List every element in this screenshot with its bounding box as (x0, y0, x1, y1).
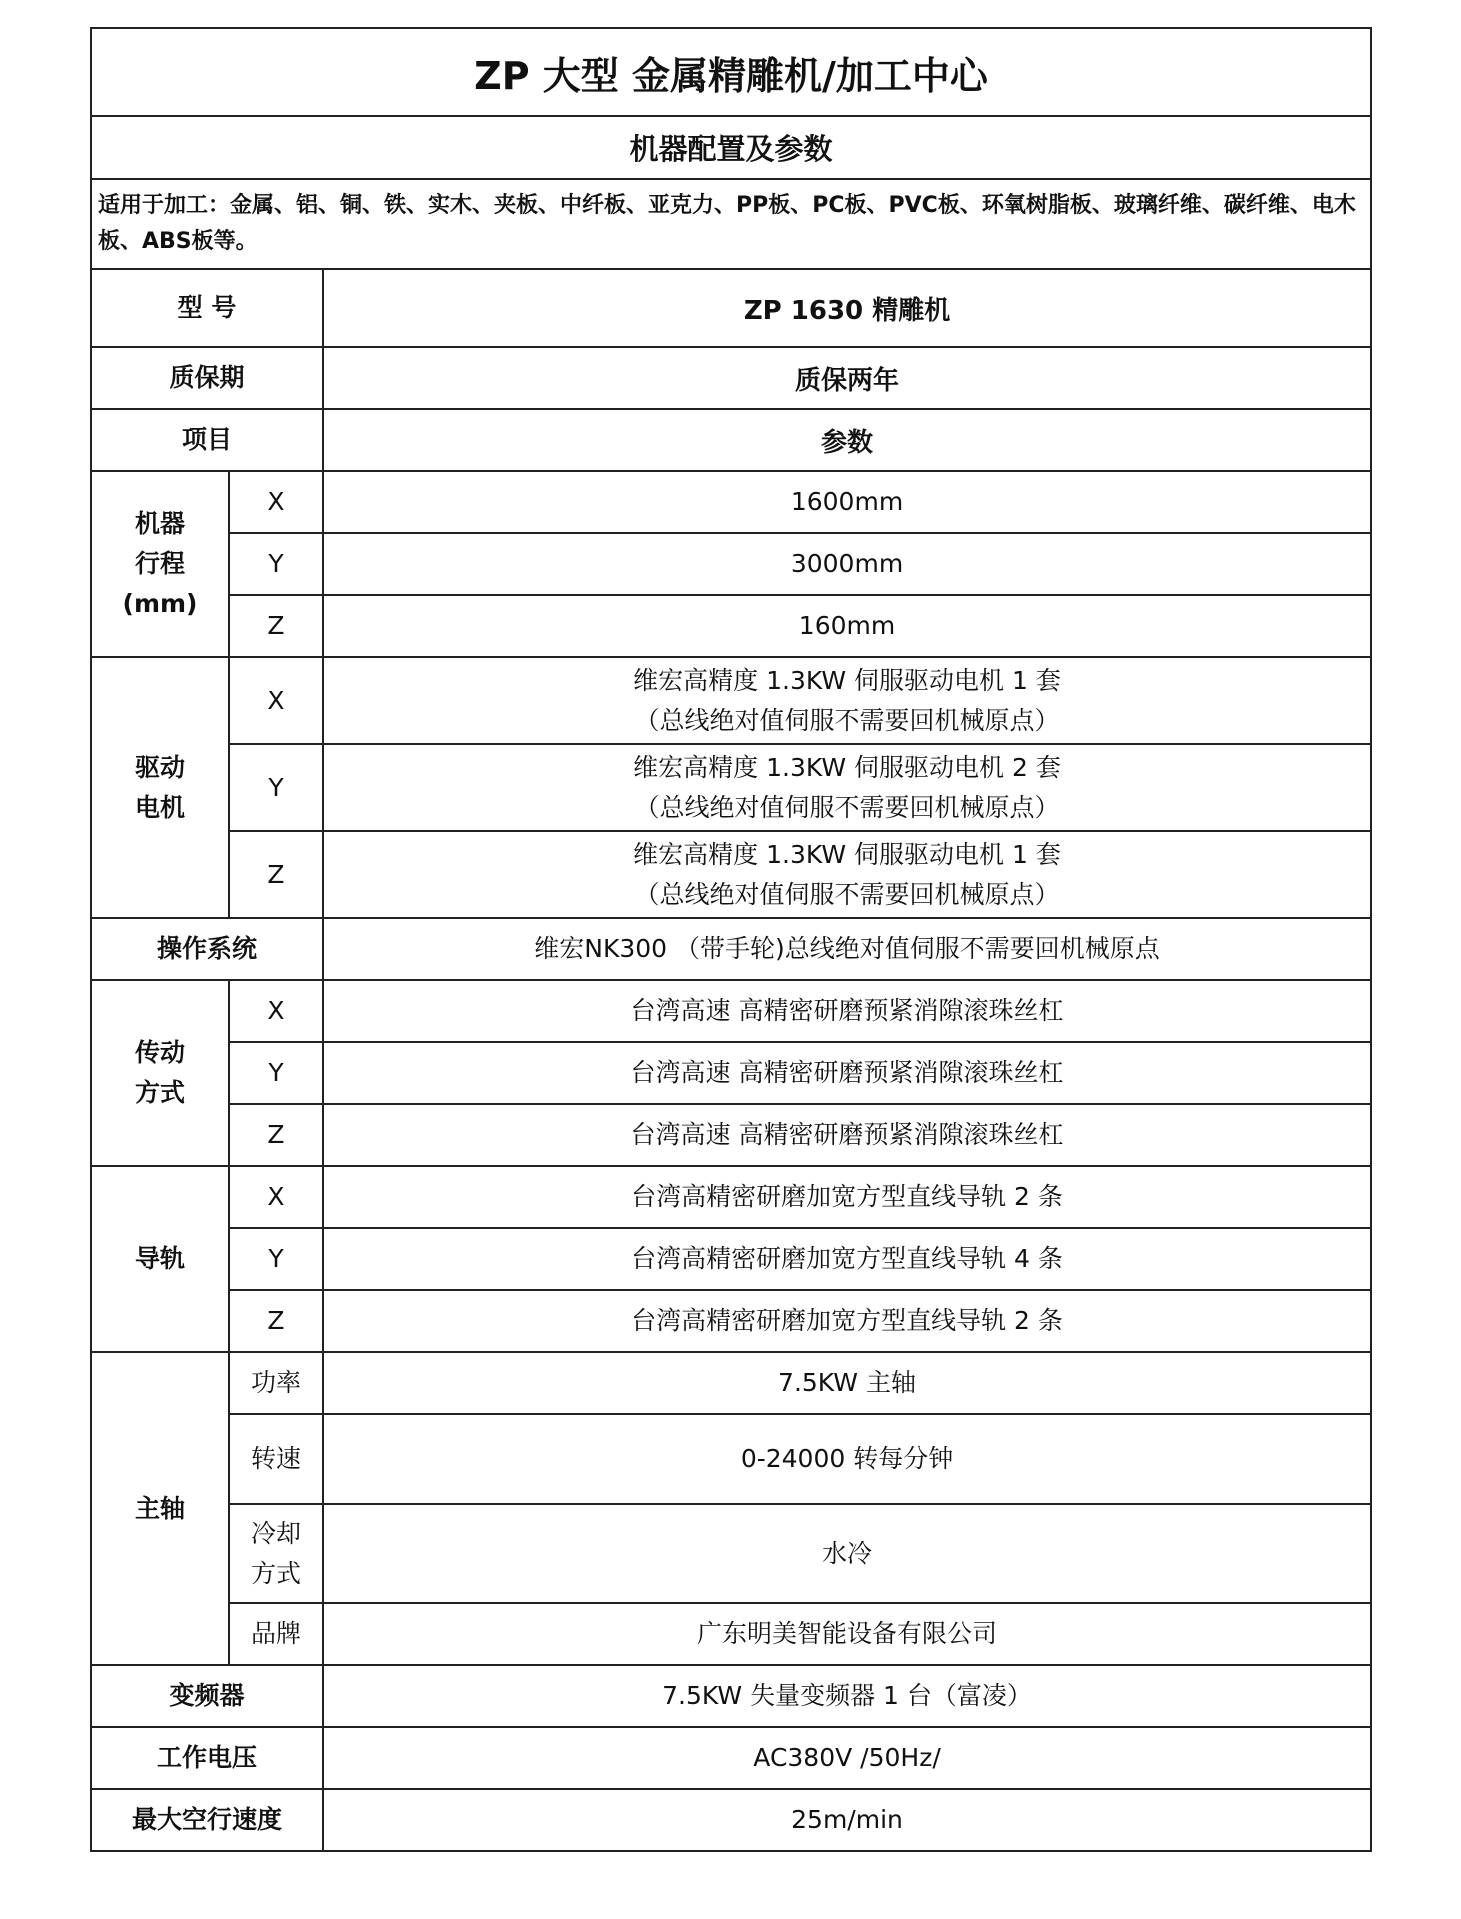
axis-label: Z (229, 595, 323, 657)
motor-label: 驱动 电机 (91, 657, 229, 918)
max-speed-label: 最大空行速度 (91, 1789, 323, 1851)
spindle-row-power (91, 1352, 1371, 1414)
voltage-value: AC380V /50Hz/ (323, 1727, 1371, 1789)
axis-label: X (229, 471, 323, 533)
warranty-value: 质保两年 (323, 347, 1371, 409)
travel-value: 3000mm (323, 533, 1371, 595)
spindle-row-brand (91, 1603, 1371, 1665)
motor-row-x (91, 657, 1371, 744)
travel-label: 机器 行程 (mm) (91, 471, 229, 657)
guide-row-z (91, 1290, 1371, 1352)
inverter-value: 7.5KW 失量变频器 1 台（富凌） (323, 1665, 1371, 1727)
spindle-power-value: 7.5KW 主轴 (323, 1352, 1371, 1414)
transmission-row-z (91, 1104, 1371, 1166)
warranty-row (91, 347, 1371, 409)
page-title: ZP 大型 金属精雕机/加工中心 (91, 28, 1371, 116)
spec-sheet (90, 27, 1370, 1852)
guide-value: 台湾高精密研磨加宽方型直线导轨 4 条 (323, 1228, 1371, 1290)
transmission-label: 传动 方式 (91, 980, 229, 1166)
axis-label: Y (229, 1042, 323, 1104)
spindle-brand-label: 品牌 (229, 1603, 323, 1665)
header-row (91, 409, 1371, 471)
voltage-row (91, 1727, 1371, 1789)
applicable-row (91, 179, 1371, 269)
travel-row-x (91, 471, 1371, 533)
os-value: 维宏NK300 （带手轮)总线绝对值伺服不需要回机械原点 (323, 918, 1371, 980)
transmission-value: 台湾高速 高精密研磨预紧消隙滚珠丝杠 (323, 1042, 1371, 1104)
axis-label: X (229, 657, 323, 744)
axis-label: Y (229, 744, 323, 831)
spindle-cooling-value: 水冷 (323, 1504, 1371, 1603)
axis-label: X (229, 1166, 323, 1228)
axis-label: Z (229, 1290, 323, 1352)
transmission-row-x (91, 980, 1371, 1042)
os-label: 操作系统 (91, 918, 323, 980)
spindle-speed-value: 0-24000 转每分钟 (323, 1414, 1371, 1504)
applicable-materials: 适用于加工：金属、铝、铜、铁、实木、夹板、中纤板、亚克力、PP板、PC板、PVC板、环氧树脂板、玻璃纤维、碳纤维、电木板、ABS板等。 (91, 179, 1371, 269)
motor-row-y (91, 744, 1371, 831)
spindle-row-speed (91, 1414, 1371, 1504)
item-header: 项目 (91, 409, 323, 471)
transmission-row-y (91, 1042, 1371, 1104)
model-row (91, 269, 1371, 347)
inverter-label: 变频器 (91, 1665, 323, 1727)
axis-label: Z (229, 831, 323, 918)
section-title: 机器配置及参数 (91, 116, 1371, 179)
axis-label: Y (229, 533, 323, 595)
voltage-label: 工作电压 (91, 1727, 323, 1789)
spec-table (90, 27, 1372, 1852)
spindle-label: 主轴 (91, 1352, 229, 1665)
guide-row-y (91, 1228, 1371, 1290)
transmission-value: 台湾高速 高精密研磨预紧消隙滚珠丝杠 (323, 1104, 1371, 1166)
spindle-power-label: 功率 (229, 1352, 323, 1414)
motor-value: 维宏高精度 1.3KW 伺服驱动电机 2 套 （总线绝对值伺服不需要回机械原点） (323, 744, 1371, 831)
motor-value: 维宏高精度 1.3KW 伺服驱动电机 1 套 （总线绝对值伺服不需要回机械原点） (323, 657, 1371, 744)
travel-row-z (91, 595, 1371, 657)
param-header: 参数 (323, 409, 1371, 471)
axis-label: X (229, 980, 323, 1042)
spindle-cooling-label: 冷却 方式 (229, 1504, 323, 1603)
os-row (91, 918, 1371, 980)
spindle-speed-label: 转速 (229, 1414, 323, 1504)
spindle-brand-value: 广东明美智能设备有限公司 (323, 1603, 1371, 1665)
motor-row-z (91, 831, 1371, 918)
inverter-row (91, 1665, 1371, 1727)
max-speed-value: 25m/min (323, 1789, 1371, 1851)
travel-row-y (91, 533, 1371, 595)
max-speed-row (91, 1789, 1371, 1851)
travel-value: 160mm (323, 595, 1371, 657)
axis-label: Y (229, 1228, 323, 1290)
model-label: 型 号 (91, 269, 323, 347)
warranty-label: 质保期 (91, 347, 323, 409)
guide-value: 台湾高精密研磨加宽方型直线导轨 2 条 (323, 1166, 1371, 1228)
transmission-value: 台湾高速 高精密研磨预紧消隙滚珠丝杠 (323, 980, 1371, 1042)
guide-row-x (91, 1166, 1371, 1228)
motor-value: 维宏高精度 1.3KW 伺服驱动电机 1 套 （总线绝对值伺服不需要回机械原点） (323, 831, 1371, 918)
guide-value: 台湾高精密研磨加宽方型直线导轨 2 条 (323, 1290, 1371, 1352)
spindle-row-cooling (91, 1504, 1371, 1603)
subtitle-row (91, 116, 1371, 179)
title-row (91, 28, 1371, 116)
axis-label: Z (229, 1104, 323, 1166)
model-value: ZP 1630 精雕机 (323, 269, 1371, 347)
travel-value: 1600mm (323, 471, 1371, 533)
guide-label: 导轨 (91, 1166, 229, 1352)
